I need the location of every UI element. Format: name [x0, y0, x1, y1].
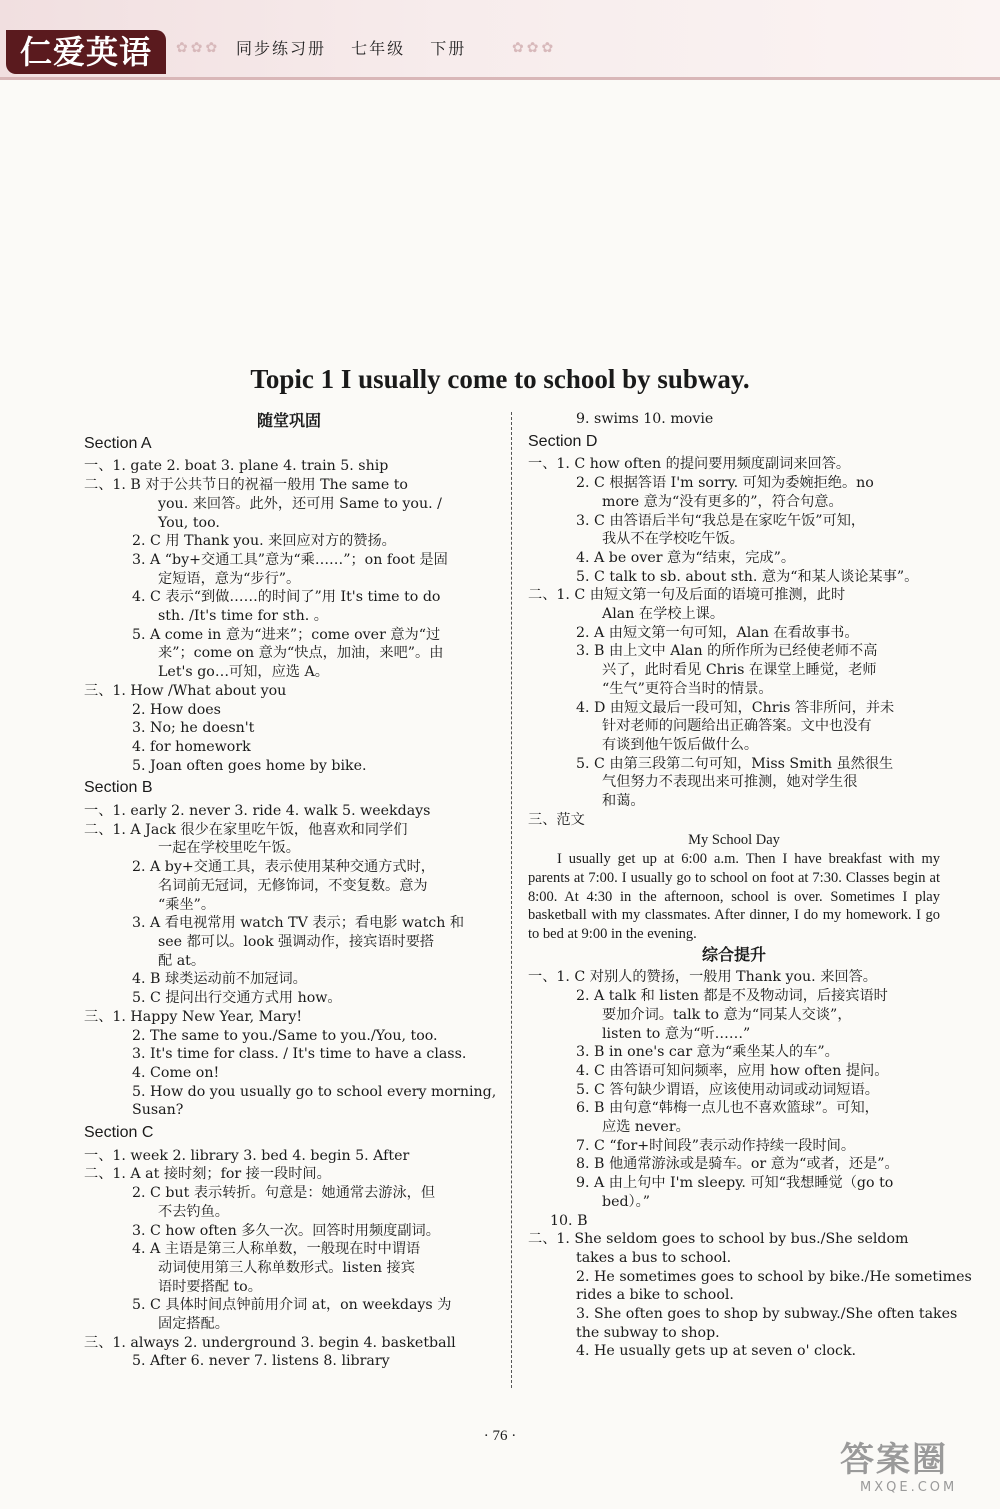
answer-line: 二、1. A at 接时刻；for 接一段时间。	[84, 1166, 331, 1183]
answer-line: 2. He sometimes goes to school by bike./He sometimes	[576, 1268, 972, 1285]
answer-line: 兴了，此时看见 Chris 在课堂上睡觉，老师	[602, 662, 877, 679]
answer-line: 针对老师的问题给出正确答案。文中也没有	[602, 718, 872, 735]
answer-line: 4. A be over 意为“结束，完成”。	[576, 549, 796, 566]
watermark-url: MXQE.COM	[860, 1480, 958, 1495]
answer-line: 二、1. She seldom goes to school by bus./She seldom	[528, 1231, 909, 1248]
answer-line: 3. C 由答语后半句“我总是在家吃午饭”可知，	[576, 512, 866, 529]
answer-line: Susan?	[132, 1102, 184, 1119]
section-title: Section A	[84, 434, 152, 452]
answer-line: you. 来回答。此外，还可用 Same to you. /	[158, 495, 442, 512]
answer-line: 4. He usually gets up at seven o' clock.	[576, 1343, 857, 1360]
answer-line: 8. B 他通常游泳或是骑车。or 意为“或者，还是”。	[576, 1156, 899, 1173]
answer-line: listen to 意为“听……”	[602, 1025, 751, 1042]
answer-line: Alan 在学校上课。	[602, 606, 725, 623]
answer-line: 5. How do you usually go to school every morning,	[132, 1083, 497, 1100]
answer-line: sth. /It's time for sth. 。	[158, 608, 328, 625]
answer-line: 配 at。	[158, 952, 206, 969]
answer-line: “乘坐”。	[158, 896, 216, 913]
answer-line: Let's go…可知，应选 A。	[158, 664, 329, 681]
answer-line: 3. B in one's car 意为“乘坐某人的车”。	[576, 1044, 839, 1061]
answer-line: 有谈到他午饭后做什么。	[602, 736, 759, 753]
answer-line: 一、1. C how often 的提问要用频度副词来回答。	[528, 456, 851, 473]
page-number: · 76 ·	[483, 1428, 517, 1444]
answer-line: 4. C 表示“到做……的时间了”用 It's time to do	[132, 589, 441, 606]
answer-line: 应选 never。	[602, 1119, 690, 1136]
answer-line: 语时要搭配 to。	[158, 1278, 262, 1295]
answer-line: 一、1. gate 2. boat 3. plane 4. train 5. ship	[84, 458, 389, 475]
answer-line: see 都可以。look 强调动作，接宾语时要搭	[158, 933, 435, 950]
answer-line: 三、1. always 2. underground 3. begin 4. basketball	[84, 1334, 456, 1351]
topic-title: Topic 1 I usually come to school by subway.	[250, 364, 750, 394]
header-title-part: 同步练习册	[236, 39, 327, 58]
answer-line: 5. C 由第三段第二句可知，Miss Smith 虽然很生	[576, 755, 894, 772]
answer-line: 4. D 由短文最后一段可知，Chris 答非所问，并未	[576, 699, 895, 716]
watermark-logo	[840, 1440, 990, 1506]
answer-line: 7. C “for+时间段”表示动作持续一段时间。	[576, 1137, 856, 1154]
answer-line: 三、1. How /What about you	[84, 682, 287, 699]
answer-line: 4. A 主语是第三人称单数，一般现在时中谓语	[132, 1241, 421, 1258]
answer-line: 4. B 球类运动前不加冠词。	[132, 971, 307, 988]
answer-line: more 意为“没有更多的”，符合句意。	[602, 493, 843, 510]
answer-line: 3. A 看电视常用 watch TV 表示；看电影 watch 和	[132, 915, 465, 932]
section-title: Section D	[528, 432, 598, 450]
answer-line: 2. How does	[132, 701, 221, 718]
answer-line: 5. C 提问出行交通方式用 how。	[132, 990, 342, 1007]
answer-line: You, too.	[158, 514, 220, 531]
answer-line: 2. C 根据答语 I'm sorry. 可知为委婉拒绝。no	[576, 475, 874, 492]
answer-line: 动词使用第三人称单数形式。listen 接宾	[158, 1259, 415, 1276]
answer-line: 气但努力不表现出来可推测，她对学生很	[602, 774, 858, 791]
answer-line: 2. A talk 和 listen 都是不及物动词，后接宾语时	[576, 988, 888, 1005]
section-title: Section B	[84, 779, 153, 797]
answer-line: “生气”更符合当时的情景。	[602, 680, 773, 697]
answer-line: 来”；come on 意为“快点，加油，来吧”。由	[158, 645, 444, 662]
answer-line: 一、1. week 2. library 3. bed 4. begin 5. After	[84, 1147, 410, 1164]
flower-decoration-icon: ✿✿✿	[512, 40, 557, 56]
answer-line: 4. C 由答语可知问频率，应用 how often 提问。	[576, 1062, 889, 1079]
answer-line: 3. She often goes to shop by subway./She often takes	[576, 1306, 958, 1323]
flower-decoration-icon: ✿✿✿	[176, 40, 221, 56]
answer-line: 9. swims 10. movie	[576, 411, 714, 427]
right-column	[528, 410, 972, 1361]
answer-line: 名词前无冠词，无修饰词，不变复数。意为	[158, 877, 428, 894]
answer-line: 2. The same to you./Same to you./You, too.	[132, 1027, 438, 1044]
answer-line: 定短语，意为“步行”。	[158, 570, 301, 587]
answer-line: 三、范文	[528, 811, 585, 828]
answer-line: 固定搭配。	[158, 1316, 229, 1333]
answer-line: 二、1. B 对于公共节日的祝福一般用 The same to	[84, 477, 408, 494]
section-heading: 随堂巩固	[256, 411, 321, 430]
answer-line: bed）。”	[602, 1193, 650, 1210]
answer-line: 5. C 具体时间点钟前用介词 at，on weekdays 为	[132, 1297, 452, 1314]
book-logo: 仁爱英语	[6, 30, 166, 74]
answer-line: 3. B 由上文中 Alan 的所作所为已经使老师不高	[576, 643, 878, 660]
answer-line: 5. After 6. never 7. listens 8. library	[132, 1353, 390, 1370]
answer-line: 二、1. C 由短文第一句及后面的语境可推测，此时	[528, 587, 846, 604]
answer-line: 2. C but 表示转折。句意是：她通常去游泳，但	[132, 1185, 436, 1202]
answer-line: 2. A 由短文第一句可知，Alan 在看故事书。	[576, 624, 859, 641]
answer-line: 2. C 用 Thank you. 来回应对方的赞扬。	[132, 533, 396, 550]
answer-line: 要加介词。talk to 意为“同某人交谈”，	[602, 1006, 852, 1023]
answer-line: 5. C talk to sb. about sth. 意为“和某人谈论某事”。	[576, 568, 919, 585]
watermark-text: 答案圈	[840, 1440, 948, 1480]
header-title-part: 下册	[430, 39, 467, 58]
header-title-part: 七年级	[351, 39, 406, 58]
answer-line: 3. C how often 多久一次。回答时用频度副词。	[132, 1222, 440, 1239]
answer-line: 二、1. A Jack 很少在家里吃午饭，他喜欢和同学们	[84, 821, 408, 838]
essay-paragraph: I usually get up at 6:00 a.m. Then I have breakfast with my parents at 7:00. I usually go to school on foot at 7:30. Classes begin at 8:00. At 4:30 in the afternoon, school is over. Sometimes I play basketball with my classmates. After dinner, I do my homework. I go to bed at 9:00 in the evening.	[528, 851, 940, 942]
answer-line: 3. A “by+交通工具”意为“乘……”；on foot 是固	[132, 551, 448, 568]
left-column	[84, 410, 497, 1371]
section-heading: 综合提升	[701, 944, 766, 964]
answer-line: the subway to shop.	[576, 1324, 720, 1341]
answer-line: rides a bike to school.	[576, 1287, 734, 1304]
column-divider	[511, 412, 512, 1388]
answer-line: 3. It's time for class. / It's time to have a class.	[132, 1046, 467, 1063]
header-title	[236, 36, 484, 59]
answer-line: 不去钓鱼。	[158, 1203, 229, 1220]
essay-title: My School Day	[688, 832, 780, 849]
answer-line: 4. for homework	[132, 738, 251, 755]
answer-line: 3. No; he doesn't	[132, 720, 255, 737]
answer-line: 4. Come on!	[132, 1064, 220, 1081]
answer-line: 我从不在学校吃午饭。	[602, 531, 744, 548]
answer-line: 5. Joan often goes home by bike.	[132, 757, 367, 774]
answer-line: takes a bus to school.	[576, 1249, 732, 1266]
answer-line: 5. A come in 意为“进来”；come over 意为“过	[132, 626, 441, 643]
answer-line: 一起在学校里吃午饭。	[158, 840, 300, 857]
answer-line: 三、1. Happy New Year, Mary!	[84, 1008, 303, 1025]
section-title: Section C	[84, 1124, 154, 1142]
answer-line: 和蔼。	[602, 793, 645, 810]
answer-line: 10. B	[550, 1212, 588, 1229]
answer-line: 5. C 答句缺少谓语，应该使用动词或动词短语。	[576, 1081, 879, 1098]
answer-line: 6. B 由句意“韩梅一点儿也不喜欢篮球”。可知，	[576, 1100, 879, 1117]
answer-line: 9. A 由上句中 I'm sleepy. 可知“我想睡觉（go to	[576, 1175, 894, 1192]
answer-line: 2. A by+交通工具，表示使用某种交通方式时，	[132, 859, 435, 876]
answer-line: 一、1. early 2. never 3. ride 4. walk 5. weekdays	[84, 803, 431, 820]
answer-line: 一、1. C 对别人的赞扬，一般用 Thank you. 来回答。	[528, 969, 877, 986]
